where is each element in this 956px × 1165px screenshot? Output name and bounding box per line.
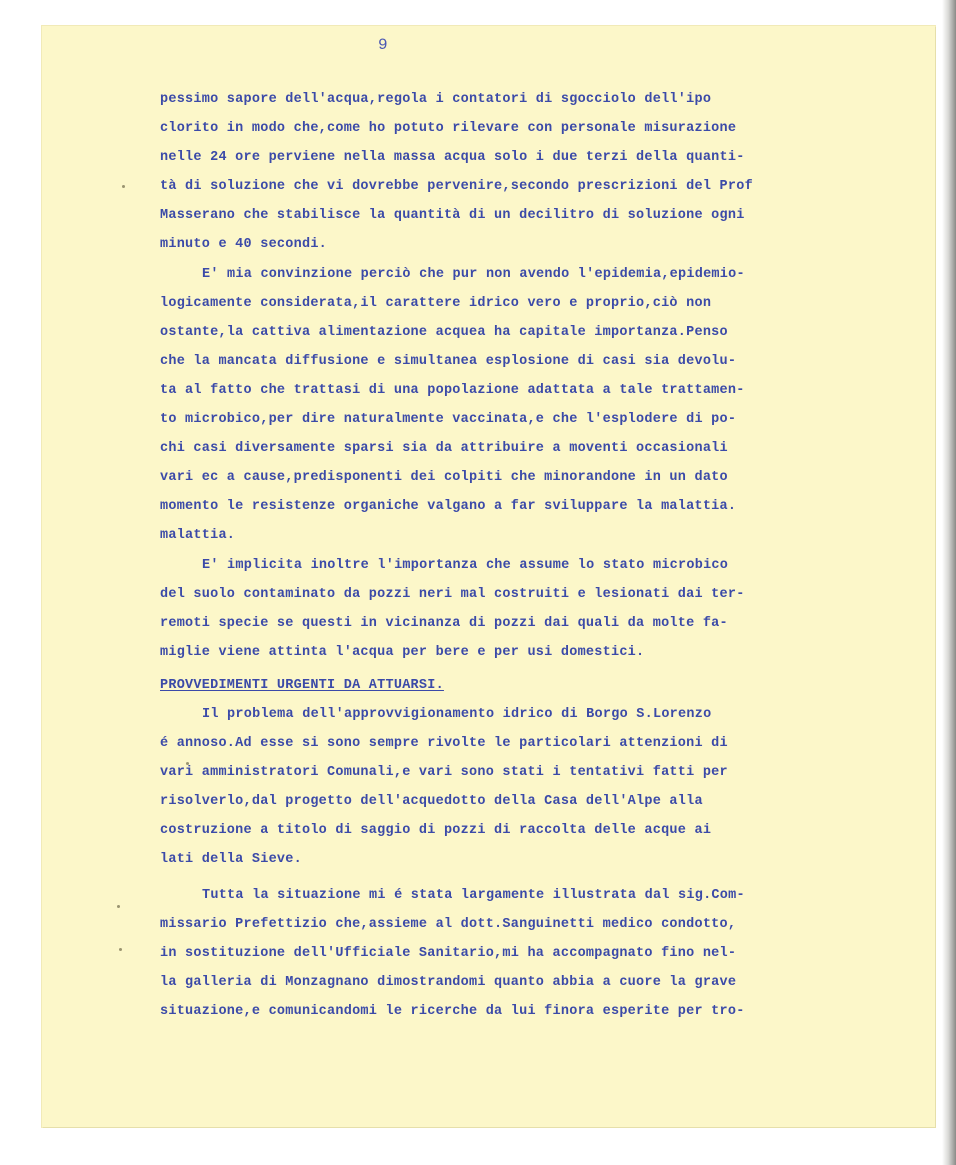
scan-edge-shadow bbox=[942, 0, 956, 1165]
margin-speck bbox=[117, 905, 120, 908]
text-line: la galleria di Monzagnano dimostrandomi quanto abbia a cuore la grave bbox=[160, 974, 737, 990]
margin-speck bbox=[119, 948, 122, 951]
text-line: chi casi diversamente sparsi sia da attribuire a moventi occasionali bbox=[160, 441, 728, 457]
paragraph bbox=[160, 551, 880, 667]
text-line: costruzione a titolo di saggio di pozzi di raccolta delle acque ai bbox=[160, 823, 712, 839]
text-line: Masserano che stabilisce la quantità di un decilitro di soluzione ogni bbox=[160, 208, 745, 224]
text-line: missario Prefettizio che,assieme al dott.Sanguinetti medico condotto, bbox=[160, 916, 737, 932]
paragraph bbox=[160, 700, 880, 875]
text-line: in sostituzione dell'Ufficiale Sanitario,mi ha accompagnato fino nel- bbox=[160, 945, 737, 961]
paragraph bbox=[160, 260, 880, 551]
paragraph bbox=[160, 85, 880, 260]
text-line: ta al fatto che trattasi di una popolazione adattata a tale trattamen- bbox=[160, 382, 745, 398]
text-line: risolverlo,dal progetto dell'acquedotto della Casa dell'Alpe alla bbox=[160, 794, 703, 810]
page-number: 9 bbox=[378, 36, 388, 54]
text-line: remoti specie se questi in vicinanza di pozzi dai quali da molte fa- bbox=[160, 615, 728, 631]
paragraph bbox=[160, 881, 880, 1026]
text-line: to microbico,per dire naturalmente vaccinata,e che l'esplodere di po- bbox=[160, 412, 737, 428]
text-line: che la mancata diffusione e simultanea esplosione di casi sia devolu- bbox=[160, 353, 737, 369]
text-line: Tutta la situazione mi é stata largamente illustrata dal sig.Com- bbox=[202, 887, 745, 903]
text-line: vari amministratori Comunali,e vari sono stati i tentativi fatti per bbox=[160, 765, 728, 781]
text-line: lati della Sieve. bbox=[160, 852, 302, 868]
text-line: minuto e 40 secondi. bbox=[160, 237, 328, 253]
text-line: tà di soluzione che vi dovrebbe pervenire,secondo prescrizioni del Prof bbox=[160, 179, 753, 195]
text-line: pessimo sapore dell'acqua,regola i contatori di sgocciolo dell'ipo bbox=[160, 92, 712, 107]
text-line: situazione,e comunicandomi le ricerche da lui finora esperite per tro- bbox=[160, 1003, 745, 1019]
text-line: vari ec a cause,predisponenti dei colpiti che minorandone in un dato bbox=[160, 470, 728, 486]
text-line: malattia. bbox=[160, 528, 236, 544]
typewritten-body bbox=[160, 85, 880, 1026]
text-line: miglie viene attinta l'acqua per bere e per usi domestici. bbox=[160, 644, 645, 660]
text-line: momento le resistenze organiche valgano a far sviluppare la malattia. bbox=[160, 499, 737, 515]
text-line: clorito in modo che,come ho potuto rilevare con personale misurazione bbox=[160, 121, 737, 137]
text-line: é annoso.Ad esse si sono sempre rivolte le particolari attenzioni di bbox=[160, 736, 728, 752]
text-line: del suolo contaminato da pozzi neri mal costruiti e lesionati dai ter- bbox=[160, 586, 745, 602]
text-line: E' implicita inoltre l'importanza che assume lo stato microbico bbox=[202, 557, 729, 573]
section-heading: PROVVEDIMENTI URGENTI DA ATTUARSI. bbox=[160, 677, 444, 693]
text-line: Il problema dell'approvvigionamento idrico di Borgo S.Lorenzo bbox=[202, 706, 712, 722]
margin-speck bbox=[122, 185, 125, 188]
text-line: logicamente considerata,il carattere idrico vero e proprio,ciò non bbox=[160, 295, 712, 311]
text-line: nelle 24 ore perviene nella massa acqua solo i due terzi della quanti- bbox=[160, 150, 745, 166]
text-line: E' mia convinzione perciò che pur non avendo l'epidemia,epidemio- bbox=[202, 266, 745, 282]
text-line: ostante,la cattiva alimentazione acquea ha capitale importanza.Penso bbox=[160, 324, 728, 340]
